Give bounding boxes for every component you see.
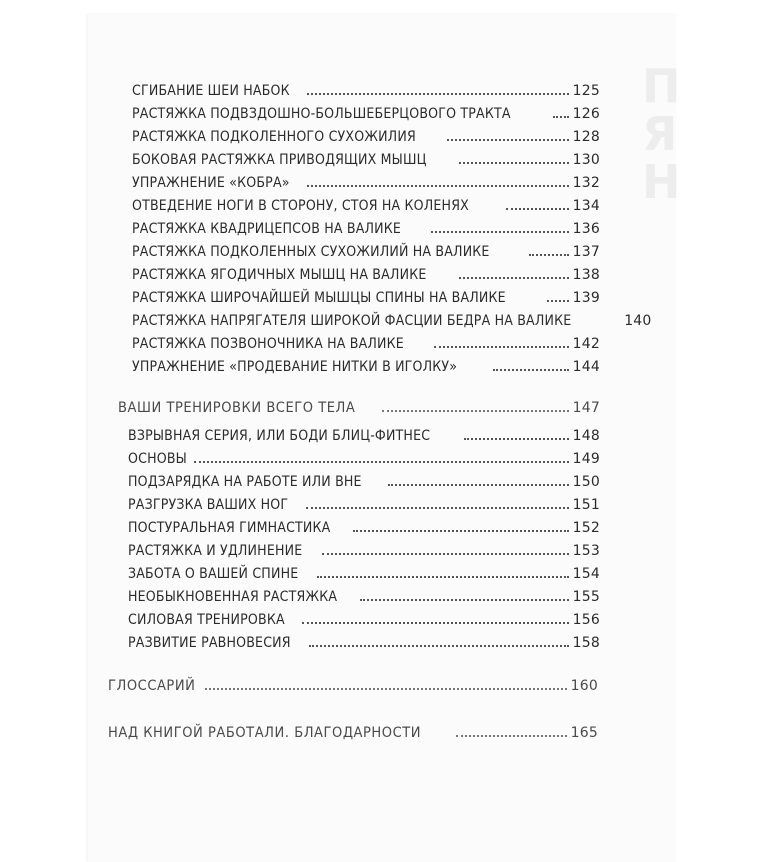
toc-entry-title: УПРАЖНЕНИЕ «КОБРА» — [132, 175, 290, 191]
toc-entry-title: ПОДЗАРЯДКА НА РАБОТЕ ИЛИ ВНЕ — [128, 474, 362, 490]
book-page — [88, 14, 681, 862]
toc-entry-title: РАСТЯЖКА ШИРОЧАЙШЕЙ МЫШЦЫ СПИНЫ НА ВАЛИКЕ — [132, 290, 506, 306]
toc-entry-title: СГИБАНИЕ ШЕИ НАБОК — [132, 83, 290, 99]
toc-entry-title: РАСТЯЖКА КВАДРИЦЕПСОВ НА ВАЛИКЕ — [132, 221, 402, 237]
toc-entry-page: 130 — [572, 152, 600, 168]
toc-entry-page: 132 — [572, 175, 600, 191]
dot-leader — [456, 735, 567, 737]
toc-entry[interactable] — [128, 445, 600, 467]
toc-entry[interactable] — [132, 261, 600, 283]
toc-entry-title: УПРАЖНЕНИЕ «ПРОДЕВАНИЕ НИТКИ В ИГОЛКУ» — [132, 359, 458, 375]
dot-leader — [529, 254, 568, 256]
toc-entry[interactable] — [128, 606, 600, 628]
dot-leader — [194, 461, 569, 463]
toc-entry-page: 153 — [572, 543, 600, 559]
dot-leader — [553, 116, 569, 118]
toc-entry[interactable] — [132, 284, 600, 306]
toc-entry-title: РАСТЯЖКА ПОЗВОНОЧНИКА НА ВАЛИКЕ — [132, 336, 404, 352]
dot-leader — [205, 688, 567, 690]
toc-entry[interactable] — [128, 514, 600, 536]
toc-section-title: ВАШИ ТРЕНИРОВКИ ВСЕГО ТЕЛА — [118, 400, 356, 416]
toc-entry-page: 151 — [572, 497, 600, 513]
dot-leader — [322, 553, 569, 555]
toc-entry-page: 144 — [572, 359, 600, 375]
toc-entry-page: 156 — [572, 612, 600, 628]
toc-entry-title: БОКОВАЯ РАСТЯЖКА ПРИВОДЯЩИХ МЫШЦ — [132, 152, 427, 168]
toc-entry-page: 137 — [572, 244, 600, 260]
toc-entry[interactable] — [132, 169, 600, 191]
dot-leader — [353, 530, 569, 532]
toc-entry[interactable] — [128, 537, 600, 559]
toc-entry-title: ОТВЕДЕНИЕ НОГИ В СТОРОНУ, СТОЯ НА КОЛЕНЯХ — [132, 198, 469, 214]
toc-entry[interactable] — [128, 629, 600, 651]
toc-entry-page: 155 — [572, 589, 600, 605]
toc-entry[interactable] — [132, 123, 600, 145]
toc-section-page: 160 — [570, 678, 598, 694]
toc-entry-page: 150 — [572, 474, 600, 490]
dot-leader — [493, 369, 568, 371]
dot-leader — [309, 645, 569, 647]
dot-leader — [302, 622, 568, 624]
toc-entry[interactable] — [128, 583, 600, 605]
toc-entry-title: РАСТЯЖКА ПОДВЗДОШНО-БОЛЬШЕБЕРЦОВОГО ТРАКТА — [132, 106, 511, 122]
toc-entry-page: 134 — [572, 198, 600, 214]
dot-leader — [307, 185, 569, 187]
toc-entry-page: 139 — [572, 290, 600, 306]
dot-leader — [360, 599, 568, 601]
toc-section-page: 147 — [572, 400, 600, 416]
toc-section-credits[interactable] — [108, 719, 598, 741]
toc-entry-page: 128 — [572, 129, 600, 145]
toc-entry-title: РАСТЯЖКА ЯГОДИЧНЫХ МЫШЦ НА ВАЛИКЕ — [132, 267, 427, 283]
dot-leader — [307, 93, 568, 95]
toc-entry[interactable] — [128, 491, 600, 513]
toc-entry[interactable] — [132, 353, 600, 375]
toc-entry[interactable] — [132, 77, 600, 99]
toc-entry-page: 149 — [572, 451, 600, 467]
toc-section-glossary[interactable] — [108, 672, 598, 694]
toc-entry-page: 140 — [624, 313, 652, 329]
dot-leader — [464, 438, 569, 440]
toc-entry[interactable] — [128, 468, 600, 490]
toc-section-page: 165 — [570, 725, 598, 741]
toc-entry-title: СИЛОВАЯ ТРЕНИРОВКА — [128, 612, 285, 628]
toc-entry[interactable] — [128, 422, 600, 444]
dot-leader — [306, 507, 569, 509]
dot-leader — [506, 208, 568, 210]
toc-entry-title: ВЗРЫВНАЯ СЕРИЯ, ИЛИ БОДИ БЛИЦ-ФИТНЕС — [128, 428, 431, 444]
dot-leader — [388, 484, 569, 486]
toc-entry[interactable] — [132, 192, 600, 214]
dot-leader — [459, 277, 568, 279]
toc-entry[interactable] — [132, 215, 600, 237]
toc-entry-page: 154 — [572, 566, 600, 582]
toc-entry-page: 152 — [572, 520, 600, 536]
toc-entry-title: ОСНОВЫ — [128, 451, 187, 467]
toc-entry[interactable] — [132, 307, 652, 329]
dot-leader — [431, 231, 569, 233]
dot-leader — [434, 346, 569, 348]
toc-section-title: ГЛОССАРИЙ — [108, 678, 196, 694]
toc-entry-page: 158 — [572, 635, 600, 651]
toc-entry[interactable] — [132, 146, 600, 168]
toc-section-workouts[interactable] — [118, 394, 600, 416]
dot-leader — [317, 576, 568, 578]
bleed-through-lettering: П Я Н — [642, 59, 681, 209]
dot-leader — [459, 162, 568, 164]
toc-entry-page: 138 — [572, 267, 600, 283]
toc-entry-title: ЗАБОТА О ВАШЕЙ СПИНЕ — [128, 566, 299, 582]
dot-leader — [447, 139, 568, 141]
dot-leader — [547, 300, 568, 302]
toc-entry-title: РАСТЯЖКА ПОДКОЛЕННЫХ СУХОЖИЛИЙ НА ВАЛИКЕ — [132, 244, 490, 260]
toc-entry-title: РАСТЯЖКА И УДЛИНЕНИЕ — [128, 543, 303, 559]
toc-entry-page: 136 — [572, 221, 600, 237]
dot-leader — [382, 410, 569, 412]
toc-entry-title: РАСТЯЖКА ПОДКОЛЕННОГО СУХОЖИЛИЯ — [132, 129, 416, 145]
toc-entry-page: 142 — [572, 336, 600, 352]
toc-entry-title: РАЗВИТИЕ РАВНОВЕСИЯ — [128, 635, 291, 651]
toc-entry-page: 148 — [572, 428, 600, 444]
toc-entry[interactable] — [128, 560, 600, 582]
toc-section-title: НАД КНИГОЙ РАБОТАЛИ. БЛАГОДАРНОСТИ — [108, 725, 422, 741]
toc-entry-title: ПОСТУРАЛЬНАЯ ГИМНАСТИКА — [128, 520, 331, 536]
toc-entry-title: НЕОБЫКНОВЕННАЯ РАСТЯЖКА — [128, 589, 338, 605]
toc-entry-title: РАСТЯЖКА НАПРЯГАТЕЛЯ ШИРОКОЙ ФАСЦИИ БЕДРА НА ВАЛИКЕ — [132, 313, 572, 329]
toc-entry[interactable] — [132, 238, 600, 260]
toc-entry[interactable] — [132, 100, 600, 122]
toc-entry-page: 126 — [572, 106, 600, 122]
toc-entry-page: 125 — [572, 83, 600, 99]
toc-entry-title: РАЗГРУЗКА ВАШИХ НОГ — [128, 497, 289, 513]
toc-entry[interactable] — [132, 330, 600, 352]
